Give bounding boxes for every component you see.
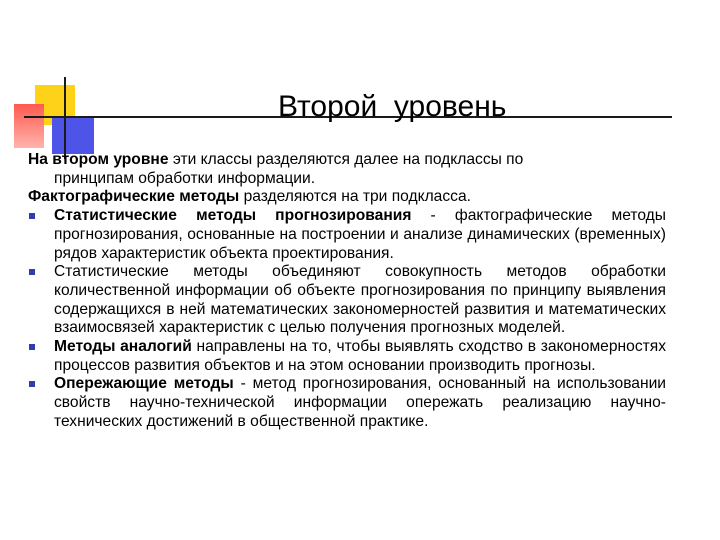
decor-square-red: [14, 104, 44, 148]
decor-square-blue: [52, 118, 94, 154]
list-item-bold: Методы аналогий: [54, 338, 192, 356]
list-item-text: направлены на то, чтобы выявлять сходство в закономерностях процессов развития объектов и на этом основании производить прогнозы.: [54, 338, 666, 374]
factographic-paragraph: [28, 188, 666, 207]
list-item: [28, 375, 666, 431]
bullet-square-icon: [29, 381, 35, 387]
slide-title: Второй уровень: [278, 90, 507, 123]
decor-line-vertical: [64, 77, 66, 159]
list-item-text: Статистические методы объединяют совокупность методов обработки количественной информации об объекте прогнозирования по принципу выявления содержащихся в ней математических закономерностей развития и математических взаимосвязей характеристик с целью получения прогнозных моделей.: [54, 263, 666, 337]
list-item-text: - метод прогнозирования, основанный на использовании свойств научно-технической информации опережать реализацию научно-технических достижений в общественной практике.: [54, 375, 667, 430]
list-item: [28, 338, 666, 375]
intro-text-second: принципам обработки информации.: [54, 169, 316, 187]
list-item-bold: Опережающие методы: [54, 375, 234, 393]
intro-bold: На втором уровне: [28, 151, 169, 168]
bullet-square-icon: [29, 344, 35, 350]
intro-text-first: эти классы разделяются далее на подклассы по: [168, 151, 524, 168]
factographic-text: разделяются на три подкласса.: [239, 188, 471, 206]
list-item: [28, 263, 666, 338]
factographic-bold: Фактографические методы: [28, 188, 240, 206]
slide-body: [28, 151, 666, 432]
list-item-text: - фактографические методы прогнозирования, основанные на построении и анализе динамических (временных) рядов характеристик объекта проектирования.: [54, 207, 666, 262]
methods-list: [28, 207, 666, 431]
intro-paragraph: [28, 151, 666, 188]
bullet-square-icon: [29, 269, 35, 275]
list-item: [28, 207, 666, 263]
list-item-bold: Статистические методы прогнозирования: [54, 207, 412, 225]
bullet-square-icon: [29, 213, 35, 219]
